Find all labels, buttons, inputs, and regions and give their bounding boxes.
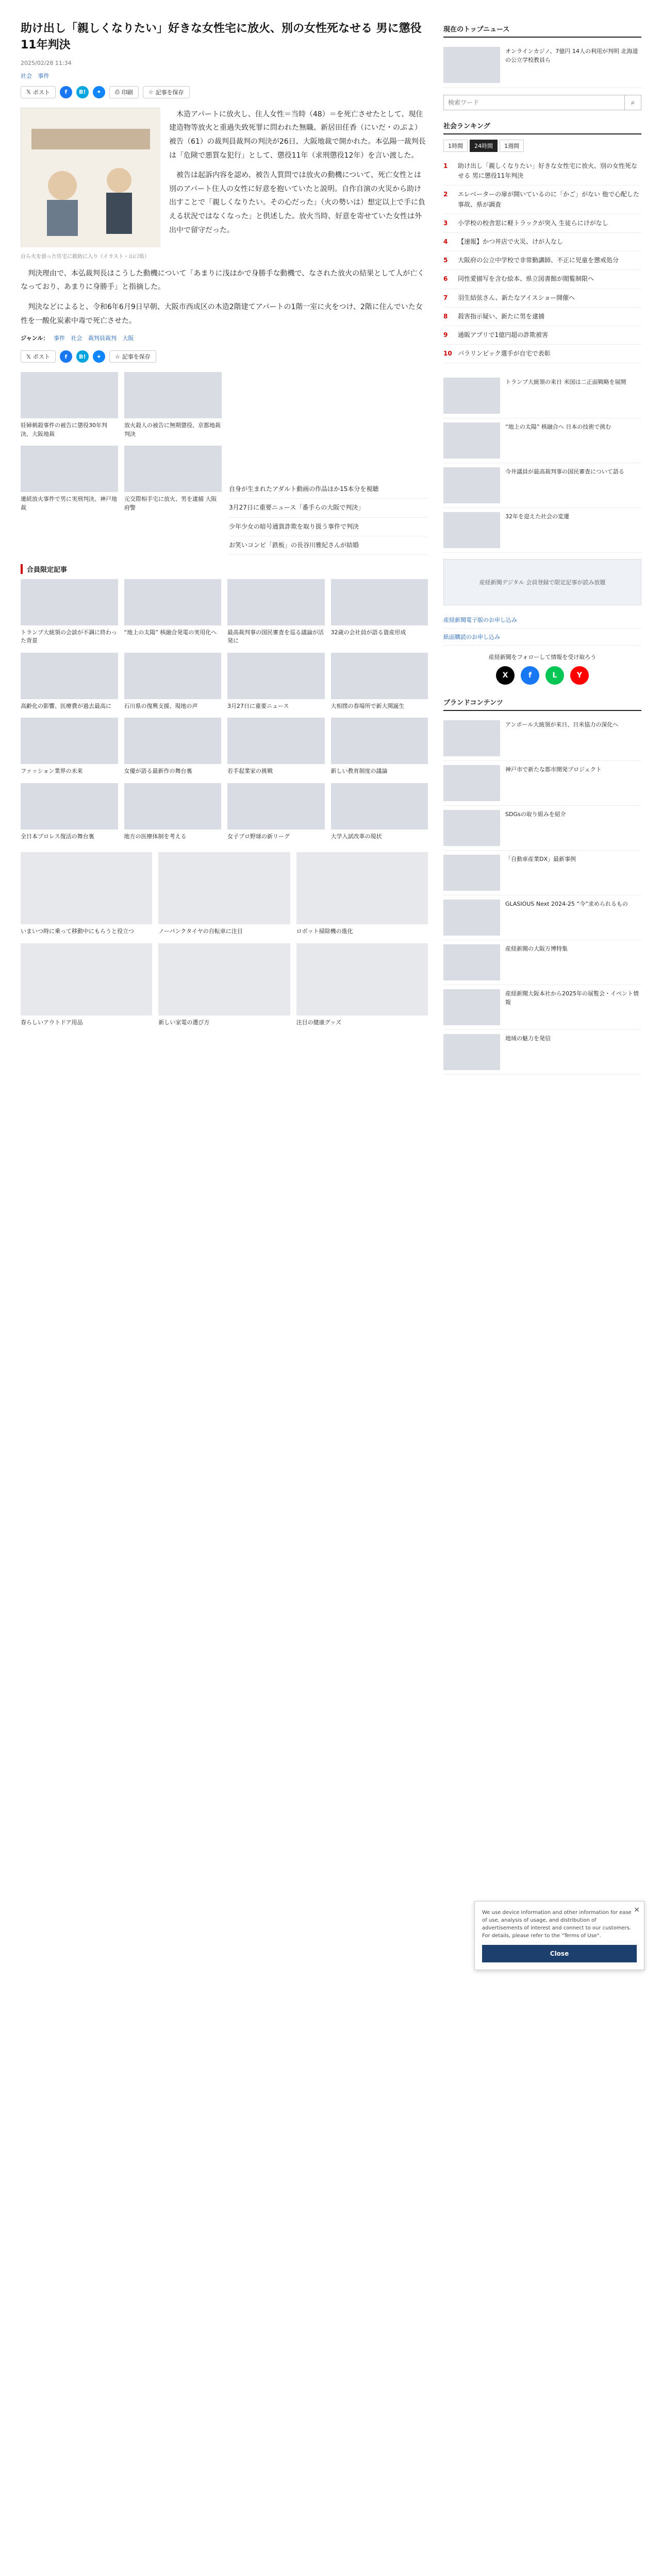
thumbnail — [21, 579, 118, 625]
grid-card[interactable]: 女子プロ野球の新リーグ — [227, 783, 325, 841]
thumbnail — [227, 718, 325, 764]
thumbnail — [158, 943, 290, 1015]
product-card[interactable]: ロボット掃除機の進化 — [296, 852, 428, 936]
thumbnail — [21, 718, 118, 764]
grid-card[interactable]: 大学入試改革の現状 — [331, 783, 428, 841]
thumbnail — [124, 653, 222, 699]
grid-card[interactable]: 石川県の復興支援、現地の声 — [124, 653, 222, 711]
side-item[interactable]: “地上の太陽” 核融合へ 日本の技術で挑む — [443, 418, 641, 463]
post-button[interactable]: 𝕏 ポスト — [21, 350, 56, 363]
genre-label: ジャンル： — [21, 335, 49, 342]
product-card[interactable]: いまいつ時に乗って移動中にもらうと役立つ — [21, 852, 152, 936]
ranking-item[interactable]: 4 【速報】かつ丼店で火災、けが人なし — [443, 233, 641, 251]
product-card[interactable]: 春らしいアウトドア用品 — [21, 943, 152, 1027]
thumbnail — [124, 783, 222, 829]
ranking-item[interactable]: 1 助け出し「親しくなりたい」好きな女性宅に放火、別の女性死なせる 男に懲役11年判決 — [443, 157, 641, 185]
related-card[interactable]: 元交際相手宅に放火、男を逮捕 大阪府警 — [124, 446, 222, 512]
cookie-text: We use device information and other information for ease of use, analysis of usage, and distribution of advertisements of interest and connect to our customers. For details, please refer to the "Terms of Use". — [482, 1910, 632, 1939]
main-column — [21, 21, 428, 1027]
brand-item[interactable]: 「自動車産業DX」最新事例 — [443, 851, 641, 895]
grid-card[interactable]: 最高裁判事の国民審査を巡る議論が活発に — [227, 579, 325, 646]
ranking-item[interactable]: 3 小学校の校舎窓に軽トラックが突入 生徒らにけがなし — [443, 214, 641, 233]
facebook-icon[interactable]: f — [60, 86, 72, 98]
side-news — [443, 374, 641, 553]
grid-card[interactable]: 大相撲の春場所で新大関誕生 — [331, 653, 428, 711]
subscribe-link[interactable]: 産経新聞電子版のお申し込み — [443, 612, 641, 629]
article-title: 助け出し「親しくなりたい」好きな女性宅に放火、別の女性死なせる 男に懲役11年判決 — [21, 22, 422, 52]
save-article-button[interactable]: ☆ 記事を保存 — [143, 86, 190, 98]
thumbnail — [443, 422, 500, 459]
bluesky-icon[interactable]: ✦ — [93, 86, 105, 98]
thumbnail — [124, 446, 222, 492]
text-list — [229, 480, 428, 555]
ranking-title: 社会ランキング — [443, 117, 641, 134]
related-cards — [21, 372, 222, 555]
tab-1h[interactable]: 1時間 — [443, 140, 468, 152]
grid-card[interactable]: “地上の太陽” 核融合発電の実用化へ — [124, 579, 222, 646]
thumbnail — [21, 783, 118, 829]
thumbnail — [21, 852, 152, 924]
brand-item[interactable]: 地域の魅力を発信 — [443, 1030, 641, 1075]
thumbnail — [124, 718, 222, 764]
genre-link[interactable]: 大阪 — [122, 335, 134, 342]
grid-card[interactable]: 32歳の会社員が語る資産形成 — [331, 579, 428, 646]
follow-label: 産経新聞をフォローして情報を受け取ろう — [488, 654, 597, 661]
print-button[interactable]: ⎙ 印刷 — [109, 86, 139, 98]
product-card[interactable]: ノーパンクタイヤの自転車に注目 — [158, 852, 290, 936]
grid-card[interactable]: 女優が語る最新作の舞台裏 — [124, 718, 222, 776]
grid-card[interactable]: 3月27日に重要ニュース — [227, 653, 325, 711]
thumbnail — [21, 943, 152, 1015]
thumbnail — [331, 718, 428, 764]
facebook-icon[interactable]: f — [521, 666, 539, 685]
search-input[interactable] — [444, 95, 624, 110]
x-icon[interactable]: X — [496, 666, 515, 685]
brand-item[interactable]: アンポール大統領が来日、日米協力の深化へ — [443, 716, 641, 761]
product-card[interactable]: 新しい家電の選び方 — [158, 943, 290, 1027]
courtroom-sketch — [21, 108, 160, 247]
side-item[interactable]: トランプ大統領の来日 米国は二正面戦略を展開 — [443, 374, 641, 418]
save-article-button[interactable]: ☆ 記事を保存 — [109, 350, 156, 363]
tag-link[interactable]: 事件 — [38, 72, 49, 79]
thumbnail — [227, 653, 325, 699]
promo-banner[interactable]: 産経新聞デジタル 会員登録で限定記事が読み放題 — [443, 559, 641, 605]
bookmark-icon: ☆ — [148, 89, 154, 96]
thumbnail — [21, 372, 118, 418]
genre-row — [21, 334, 428, 342]
thumbnail — [443, 944, 500, 980]
top-news-item[interactable]: オンラインカジノ、7億円 14人の利用が判明 北海道の公立学校教員ら — [443, 43, 641, 88]
list-item[interactable]: 少年少女の暗号通貨詐欺を取り扱う事件で判決 — [229, 518, 428, 536]
article-paragraph: 木造アパートに放火し、住人女性＝当時（48）＝を死亡させたとして、現住建造物等放火と重過失致死罪に問われた無職、新居田任香（にいだ・のぶよ）被告（61）の裁判員裁判の判決が26日、大阪地裁で開かれた。本弘陽一裁判長は「危険で悪質な犯行」として、懲役11年（求刑懲役12年）を言い渡した。 — [169, 110, 426, 160]
genre-link[interactable]: 裁判員裁判 — [88, 335, 117, 342]
thumbnail — [443, 765, 500, 801]
section-title: 合員限定記事 — [21, 564, 428, 574]
thumbnail — [443, 900, 500, 936]
thumbnail — [443, 47, 500, 83]
related-section — [21, 372, 428, 555]
brand-item[interactable]: GLASIOUS Next 2024-25 “今”求められるもの — [443, 895, 641, 940]
article-date: 2025/02/28 11:34 — [21, 59, 72, 66]
ranking-item[interactable]: 10 パラリンピック選手が自宅で表彰 — [443, 345, 641, 363]
brand-item[interactable]: 産経新聞大阪本社から2025年の展覧会・イベント情報 — [443, 985, 641, 1030]
ranking-item[interactable]: 7 羽生結弦さん、新たなアイスショー開催へ — [443, 289, 641, 308]
search-icon[interactable]: ⌕ — [624, 95, 641, 110]
related-card[interactable]: 連続放火事件で男に実刑判決、神戸地裁 — [21, 446, 118, 512]
genre-link[interactable]: 社会 — [71, 335, 82, 342]
thumbnail — [331, 653, 428, 699]
facebook-icon[interactable]: f — [60, 350, 72, 363]
article-tags — [21, 72, 428, 80]
thumbnail — [227, 579, 325, 625]
youtube-icon[interactable]: Y — [570, 666, 589, 685]
article-body-cont — [21, 267, 428, 328]
article-paragraph: 被告は起訴内容を認め、被告人質問では放火の動機について、死亡女性とは別のアパート住人の女性に好意を抱いていたと説明。自作自演の火災から助け出すことで「親しくなりたい。その心だった」（火の勢いは）想定以上で手に負える状況ではなくなった」と供述した。放火当時、好意を寄せていた女性は外出中で留守だった。 — [169, 171, 425, 234]
tab-24h[interactable]: 24時間 — [470, 140, 498, 152]
brand-title: ブランドコンテンツ — [443, 694, 641, 711]
brand-item[interactable]: 神戸市で新たな都市開発プロジェクト — [443, 761, 641, 806]
list-item[interactable]: 自身が生まれたアダルト動画の作品ほか15本分を視聴 — [229, 480, 428, 499]
bookmark-icon: ☆ — [114, 353, 120, 360]
brand-item[interactable]: 産経新聞の大阪万博特集 — [443, 940, 641, 985]
recommend-grid — [21, 579, 428, 841]
thumbnail — [124, 372, 222, 418]
thumbnail — [296, 943, 428, 1015]
share-bar — [21, 86, 428, 98]
article-illustration — [21, 108, 160, 247]
thumbnail — [331, 579, 428, 625]
ranking-tabs — [443, 140, 641, 152]
close-icon[interactable]: × — [634, 1906, 640, 1914]
thumbnail — [443, 855, 500, 891]
follow-icons — [443, 666, 641, 685]
list-item[interactable]: お笑いコンビ「鉄板」の長谷川雅紀さんが結婚 — [229, 536, 428, 555]
related-grid — [21, 372, 222, 512]
ranking-item[interactable]: 9 通販アプリで1億円超の詐欺被害 — [443, 326, 641, 345]
bluesky-icon[interactable]: ✦ — [93, 350, 105, 363]
illustration-caption: 自ら火を放った住宅に救助に入り（イラスト・山口県） — [21, 253, 150, 260]
ranking-item[interactable]: 5 大阪府の公立中学校で非常勤講師、不正に児童を懲戒処分 — [443, 251, 641, 270]
article-paragraph: 判決理由で、本弘裁判長はこうした動機について「あまりに浅はかで身勝手な動機で、なされた放火の結果として人が亡くなっており、あまりに身勝手」と指摘した。 — [21, 269, 425, 292]
product-card[interactable]: 注目の健康グッズ — [296, 943, 428, 1027]
thumbnail — [443, 810, 500, 846]
thumbnail — [227, 783, 325, 829]
grid-card[interactable]: 新しい教育制度の議論 — [331, 718, 428, 776]
cookie-dialog — [474, 1901, 644, 1970]
x-icon: 𝕏 — [26, 353, 31, 360]
print-icon: ⎙ — [114, 88, 120, 95]
grid-card[interactable]: 地方の医療体制を考える — [124, 783, 222, 841]
related-card[interactable]: 放火殺人の被告に無期懲役、京都地裁判決 — [124, 372, 222, 438]
thumbnail — [296, 852, 428, 924]
thumbnail — [443, 467, 500, 503]
thumbnail — [158, 852, 290, 924]
close-button[interactable]: Close — [482, 1945, 637, 1962]
hatena-icon[interactable]: B! — [76, 86, 89, 98]
top-news-title: 現在のトップニュース — [443, 21, 641, 38]
thumbnail — [21, 446, 118, 492]
ranking-item[interactable]: 8 殺害指示疑い、新たに男を逮捕 — [443, 308, 641, 326]
line-icon[interactable]: L — [545, 666, 564, 685]
thumbnail — [124, 579, 222, 625]
grid-card[interactable]: トランプ大統領の会談が不調に終わった背景 — [21, 579, 118, 646]
ranking-item[interactable]: 2 エレベーターの扉が開いているのに「かご」がない 他で心配した事故、県が調査 — [443, 185, 641, 214]
side-item[interactable]: 今井議員が最高裁判事の国民審査について語る — [443, 463, 641, 508]
grid-card[interactable]: 全日本プロレス復活の舞台裏 — [21, 783, 118, 841]
thumbnail — [443, 378, 500, 414]
grid-card[interactable]: 若手起業家の挑戦 — [227, 718, 325, 776]
share-bar-bottom — [21, 350, 428, 363]
side-item[interactable]: 32年を迎えた社会の変遷 — [443, 508, 641, 553]
genre-link[interactable]: 事件 — [54, 335, 65, 342]
grid-card[interactable]: ファッション業界の未来 — [21, 718, 118, 776]
grid-card[interactable]: 高齢化の影響、医療費が過去最高に — [21, 653, 118, 711]
search-box — [443, 95, 641, 110]
product-grid — [21, 852, 428, 1027]
post-button[interactable]: 𝕏 ポスト — [21, 86, 56, 98]
thumbnail — [443, 720, 500, 756]
thumbnail — [443, 989, 500, 1025]
ranking-list — [443, 157, 641, 363]
thumbnail — [443, 1034, 500, 1070]
tab-1w[interactable]: 1週間 — [500, 140, 524, 152]
sidebar — [443, 21, 641, 1075]
thumbnail — [331, 783, 428, 829]
ranking-item[interactable]: 6 同性愛描写を含む絵本、県立図書館が閲覧制限へ — [443, 270, 641, 289]
related-card[interactable]: 妊婦刺殺事件の被告に懲役30年判決、大阪地裁 — [21, 372, 118, 438]
brand-item[interactable]: SDGsの取り組みを紹介 — [443, 806, 641, 851]
article-paragraph: 判決などによると、令和6年6月9日早朝、大阪市西成区の木造2階建てアパートの1階一室に火をつけ、2階に住んでいた女性を一酸化炭素中毒で死亡させた。 — [21, 302, 423, 325]
paper-subscribe-link[interactable]: 紙面購読のお申し込み — [443, 629, 641, 646]
tag-link[interactable]: 社会 — [21, 72, 32, 79]
thumbnail — [21, 653, 118, 699]
list-item[interactable]: 3月27日に重要ニュース「番手らの大阪で判決」 — [229, 499, 428, 517]
thumbnail — [443, 512, 500, 548]
hatena-icon[interactable]: B! — [76, 350, 89, 363]
x-icon: 𝕏 — [26, 89, 31, 96]
